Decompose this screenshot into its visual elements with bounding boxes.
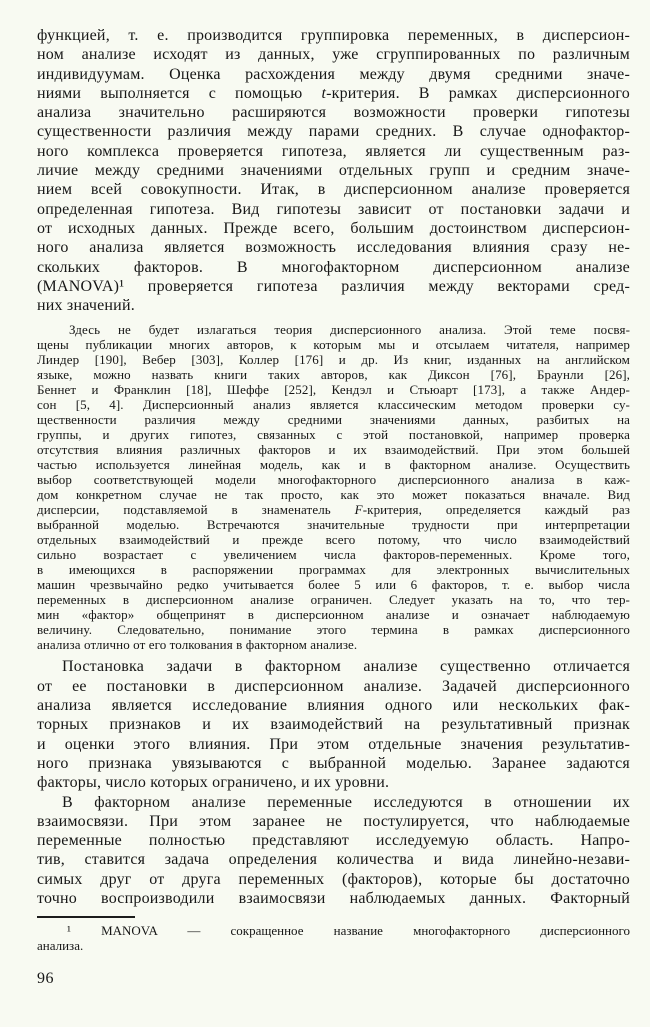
text-line: В факторном анализе переменные исследуются в отношении их [62, 793, 630, 811]
footnote-rule [37, 916, 135, 918]
text-line: тив, ставится задача определения количества и вида линейно-незави- [37, 851, 630, 869]
text-line: анализа значительно расширяются возможности проверки гипотезы [37, 104, 630, 122]
text-line: них значений. [37, 297, 135, 315]
text-line: личие между средними значениями отдельных групп и средним значе- [37, 162, 630, 180]
text-line: переменные полностью представляют исследуемую область. Напро- [37, 832, 630, 850]
text-line: отдельных взаимодействий и прежде всего потому, что число взаимодействий [37, 532, 630, 548]
text-line: нием всей совокупности. Итак, в дисперсионном анализе проверяется [37, 181, 630, 199]
text-line: взаимосвязи. При этом заранее не постулируется, что наблюдаемые [37, 812, 630, 830]
text-line: ¹ MANOVA — сокращенное название многофакторного дисперсионного [67, 924, 630, 939]
text-line: скольких факторов. В многофакторном дисперсионном анализе [37, 258, 630, 276]
text-line: анализа является исследование влияния одного или нескольких фак- [37, 697, 630, 715]
footnote [37, 916, 630, 953]
text-line: ном анализе исходят из данных, уже сгруппированных по различным [37, 46, 630, 64]
text-line: симых друг от друга переменных (факторов), которые бы достаточно [37, 870, 630, 888]
text-line: определенная гипотеза. Вид гипотезы зависит от постановки задачи и [37, 200, 630, 218]
text-line: в имеющихся в распоряжении программах для электронных вычислительных [37, 562, 630, 578]
text-line: величину. Следовательно, понимание этого термина в рамках дисперсионного [37, 622, 630, 638]
text-line: щены публикации многих авторов, к которым мы и отсылаем читателя, например [37, 337, 630, 353]
text-line: дом конкретном случае не так просто, как это может показаться вначале. Вид [37, 487, 630, 503]
text-line: анализа отлично от его толкования в факторном анализе. [37, 637, 358, 653]
text-line: языке, можно назвать книги таких авторов, как Диксон [76], Браунли [26], [37, 367, 630, 383]
text-line: существенности различия между парами средних. В случае однофактор- [37, 123, 630, 141]
text-line: и оценки этого влияния. При этом отдельные значения результатив- [37, 735, 630, 753]
text-line: выбор соответствующей модели многофакторного дисперсионного анализа в каж- [37, 472, 630, 488]
text-line: ного комплекса проверяется гипотеза, является ли существенным раз- [37, 142, 630, 160]
text-line: торных признаков и их взаимодействий на результативный признак [37, 716, 630, 734]
text-line: отсутствия влияния различных факторов и их взаимодействий. При этом большей [37, 442, 630, 458]
text-line: ного анализа является возможность исследования влияния сразу не- [37, 239, 630, 257]
text-line: щественности различия между средними значениями данных, разбитых на [37, 412, 630, 428]
text-line: Постановка задачи в факторном анализе существенно отличается [62, 658, 630, 676]
body-paragraph-3 [37, 793, 630, 909]
text-line: машин чрезвычайно редко учитывается более 5 или 6 факторов, т. е. выбор числа [37, 577, 630, 593]
text-line: мин «фактор» общепринят в дисперсионном анализе и означает наблюдаемую [37, 607, 630, 623]
text-line: группы, и других гипотез, связанных с этой постановкой, например проверка [37, 427, 630, 443]
text-line: от исходных данных. Прежде всего, большим достоинством дисперсион- [37, 219, 630, 237]
text-line: Беннет и Франклин [18], Шеффе [252], Кендэл и Стьюарт [173], а также Андер- [37, 382, 630, 398]
body-paragraph-1 [37, 26, 630, 315]
text-column [37, 26, 630, 953]
text-line: дисперсии, подставляемой в знаменатель F-критерия, определяется каждый раз [37, 502, 630, 518]
text-line: Здесь не будет излагаться теория дисперсионного анализа. Этой теме посвя- [69, 322, 630, 338]
text-line: анализа. [37, 938, 84, 953]
text-line: Линдер [190], Вебер [303], Коллер [176] и др. Из книг, изданных на английском [37, 352, 630, 368]
text-line: факторы, число которых ограничено, и их уровни. [37, 774, 390, 792]
text-line: частью используется линейная модель, как и в факторном анализе. Осуществить [37, 457, 630, 473]
text-line: функцией, т. е. производится группировка переменных, в дисперсион- [37, 27, 630, 44]
text-line: переменных в дисперсионном анализе ограничен. Следует указать на то, что тер- [37, 592, 630, 608]
text-line: от ее постановки в дисперсионном анализе. Задачей дисперсионного [37, 677, 630, 695]
text-line: выбранной моделью. Встречаются значительные трудности при интерпретации [37, 517, 630, 533]
small-print-paragraph [37, 322, 630, 652]
body-paragraph-2 [37, 657, 630, 792]
page-number: 96 [37, 970, 54, 988]
text-line: сильно возрастает с увеличением числа факторов-переменных. Кроме того, [37, 547, 630, 563]
text-line: (MANOVA)¹ проверяется гипотеза различия между векторами сред- [37, 277, 630, 295]
text-line: точно воспроизводили взаимосвязи наблюдаемых данных. Факторный [37, 890, 630, 908]
text-line: ниями выполняется с помощью t-критерия. В рамках дисперсионного [37, 84, 630, 102]
text-line: индивидуумам. Оценка расхождения между двумя средними значе- [37, 65, 630, 83]
text-line: сон [5, 4]. Дисперсионный анализ является классическим методом проверки су- [37, 397, 630, 413]
text-line: ного признака увязываются с выбранной моделью. Заранее задаются [37, 754, 630, 772]
